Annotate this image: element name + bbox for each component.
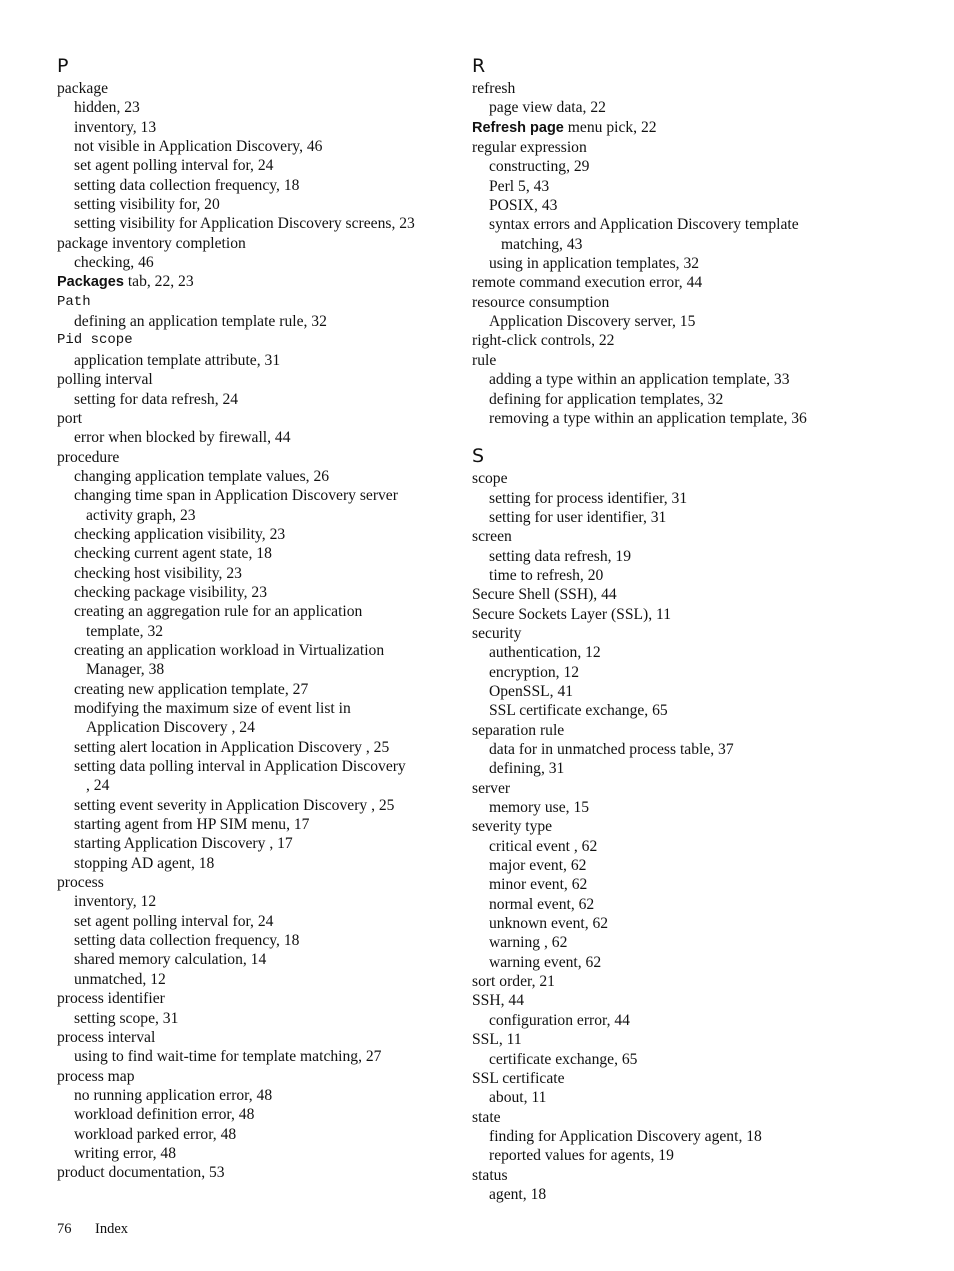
index-subentry: setting visibility for, 20 <box>74 196 220 214</box>
index-entry: server <box>472 779 511 797</box>
index-entry: state <box>472 1108 501 1126</box>
index-entry: severity type <box>472 818 553 836</box>
index-entry: sort order, 21 <box>472 973 555 991</box>
section-letter-p: P <box>57 55 69 77</box>
index-subentry: error when blocked by firewall, 44 <box>74 429 291 447</box>
index-subentry: stopping AD agent, 18 <box>74 854 215 872</box>
index-subentry: agent, 18 <box>489 1185 547 1203</box>
index-entry: package inventory completion <box>57 234 246 252</box>
index-subentry: certificate exchange, 65 <box>489 1050 638 1068</box>
index-subentry: warning , 62 <box>489 934 568 952</box>
index-subentry-continued: , 24 <box>86 777 110 795</box>
index-subentry: SSL certificate exchange, 65 <box>489 702 668 720</box>
index-subentry: time to refresh, 20 <box>489 566 604 584</box>
index-subentry: setting for user identifier, 31 <box>489 508 667 526</box>
index-entry: separation rule <box>472 721 565 739</box>
index-entry: procedure <box>57 448 120 466</box>
index-subentry: syntax errors and Application Discovery template <box>489 216 799 234</box>
index-subentry: setting scope, 31 <box>74 1009 179 1027</box>
index-subentry: using to find wait-time for template matching, 27 <box>74 1048 382 1066</box>
index-entry: SSL, 11 <box>472 1031 522 1049</box>
index-subentry: encryption, 12 <box>489 663 580 681</box>
index-entry: regular expression <box>472 139 587 157</box>
index-subentry: memory use, 15 <box>489 799 590 817</box>
index-entry: package <box>57 80 109 97</box>
index-subentry: set agent polling interval for, 24 <box>74 157 274 175</box>
index-subentry: setting data collection frequency, 18 <box>74 932 300 950</box>
index-subentry-continued: activity graph, 23 <box>86 506 196 524</box>
index-subentry: inventory, 13 <box>74 118 157 136</box>
index-entry: port <box>57 409 83 427</box>
index-subentry: checking, 46 <box>74 254 154 272</box>
index-entry: process map <box>57 1067 135 1085</box>
index-entry: SSH, 44 <box>472 992 524 1010</box>
index-entry: process interval <box>57 1028 156 1046</box>
index-entry <box>57 272 457 292</box>
index-subentry: setting visibility for Application Discovery screens, 23 <box>74 215 415 233</box>
index-subentry: defining for application templates, 32 <box>489 390 724 408</box>
index-entry: resource consumption <box>472 293 610 311</box>
index-subentry-continued: matching, 43 <box>501 235 583 253</box>
index-subentry: creating an application workload in Virtualization <box>74 641 385 659</box>
index-entry: scope <box>472 470 508 488</box>
page-number: 76 <box>57 1221 72 1237</box>
index-subentry: major event, 62 <box>489 857 587 875</box>
index-subentry: about, 11 <box>489 1089 547 1107</box>
index-entry: security <box>472 624 522 642</box>
index-subentry: changing application template values, 26 <box>74 467 330 485</box>
index-entry: product documentation, 53 <box>57 1164 225 1182</box>
section-letter-s: S <box>472 445 485 468</box>
index-entry: right-click controls, 22 <box>472 332 615 350</box>
index-subentry-continued: Application Discovery , 24 <box>86 719 255 737</box>
index-subentry: setting for process identifier, 31 <box>489 489 688 507</box>
index-subentry: defining an application template rule, 32 <box>74 313 327 331</box>
index-subentry: hidden, 23 <box>74 99 140 117</box>
index-subentry: application template attribute, 31 <box>74 351 281 369</box>
index-subentry: Application Discovery server, 15 <box>489 313 696 331</box>
index-subentry: page view data, 22 <box>489 99 606 117</box>
index-column-right <box>472 54 872 1204</box>
index-subentry: modifying the maximum size of event list in <box>74 700 351 717</box>
section-spacer <box>472 428 872 444</box>
index-subentry: setting data polling interval in Application Discovery <box>74 758 406 776</box>
index-subentry: checking host visibility, 23 <box>74 564 242 582</box>
ui-term: Refresh page <box>472 119 564 136</box>
index-subentry: starting agent from HP SIM menu, 17 <box>74 816 310 834</box>
section-letter-r: R <box>472 55 486 77</box>
index-subentry: shared memory calculation, 14 <box>74 951 267 969</box>
index-subentry: writing error, 48 <box>74 1144 177 1162</box>
index-subentry: using in application templates, 32 <box>489 255 700 273</box>
index-subentry: changing time span in Application Discovery server <box>74 487 398 505</box>
index-entry: polling interval <box>57 371 153 389</box>
index-entry <box>472 118 872 138</box>
index-subentry: Perl 5, 43 <box>489 177 550 195</box>
index-subentry: inventory, 12 <box>74 893 157 911</box>
index-subentry: no running application error, 48 <box>74 1086 273 1104</box>
index-subentry: data for in unmatched process table, 37 <box>489 741 734 758</box>
index-subentry: checking current agent state, 18 <box>74 545 272 563</box>
index-subentry: OpenSSL, 41 <box>489 682 574 700</box>
index-subentry: defining, 31 <box>489 760 565 778</box>
index-entry: refresh <box>472 80 516 97</box>
index-subentry: checking application visibility, 23 <box>74 525 286 543</box>
index-entry: status <box>472 1166 508 1184</box>
index-subentry: warning event, 62 <box>489 953 602 971</box>
index-subentry: authentication, 12 <box>489 644 601 662</box>
index-entry: Secure Shell (SSH), 44 <box>472 586 617 604</box>
index-subentry: finding for Application Discovery agent, 18 <box>489 1127 762 1145</box>
index-subentry: setting data collection frequency, 18 <box>74 176 300 194</box>
index-subentry: creating new application template, 27 <box>74 680 309 698</box>
index-subentry: removing a type within an application template, 36 <box>489 409 807 427</box>
page-footer <box>57 1221 128 1238</box>
index-subentry: creating an aggregation rule for an application <box>74 603 363 621</box>
index-subentry: setting alert location in Application Discovery , 25 <box>74 738 390 756</box>
index-entry: screen <box>472 528 512 546</box>
entry-text: tab, 22, 23 <box>123 273 194 291</box>
index-subentry: setting event severity in Application Discovery , 25 <box>74 796 395 814</box>
index-entry: SSL certificate <box>472 1069 565 1087</box>
index-subentry: unknown event, 62 <box>489 915 609 933</box>
index-subentry: not visible in Application Discovery, 46 <box>74 138 323 156</box>
index-subentry-continued: template, 32 <box>86 622 164 640</box>
index-subentry: checking package visibility, 23 <box>74 583 267 601</box>
index-subentry: workload definition error, 48 <box>74 1106 255 1124</box>
index-subentry: setting for data refresh, 24 <box>74 390 239 408</box>
index-entry: rule <box>472 351 497 369</box>
index-column-left <box>57 54 457 1183</box>
footer-section-title: Index <box>95 1221 129 1237</box>
index-subentry: starting Application Discovery , 17 <box>74 835 293 853</box>
index-subentry: reported values for agents, 19 <box>489 1147 674 1165</box>
index-subentry: constructing, 29 <box>489 158 590 176</box>
index-subentry: setting data refresh, 19 <box>489 547 632 565</box>
index-subentry: normal event, 62 <box>489 895 595 913</box>
index-subentry: set agent polling interval for, 24 <box>74 912 274 930</box>
index-entry-code: Pid scope <box>57 332 133 349</box>
index-subentry: critical event , 62 <box>489 837 598 855</box>
index-entry: Secure Sockets Layer (SSL), 11 <box>472 605 672 623</box>
index-entry: process <box>57 874 104 892</box>
index-subentry: POSIX, 43 <box>489 197 558 215</box>
entry-text: menu pick, 22 <box>563 118 657 136</box>
index-subentry: adding a type within an application template, 33 <box>489 371 790 389</box>
index-subentry: minor event, 62 <box>489 876 588 894</box>
index-entry: process identifier <box>57 990 165 1008</box>
index-entry: remote command execution error, 44 <box>472 274 703 292</box>
ui-term: Packages <box>57 274 124 291</box>
index-subentry: configuration error, 44 <box>489 1011 630 1029</box>
index-subentry-continued: Manager, 38 <box>86 661 165 679</box>
index-entry-code: Path <box>57 293 91 310</box>
index-subentry: unmatched, 12 <box>74 970 166 988</box>
index-subentry: workload parked error, 48 <box>74 1125 237 1143</box>
